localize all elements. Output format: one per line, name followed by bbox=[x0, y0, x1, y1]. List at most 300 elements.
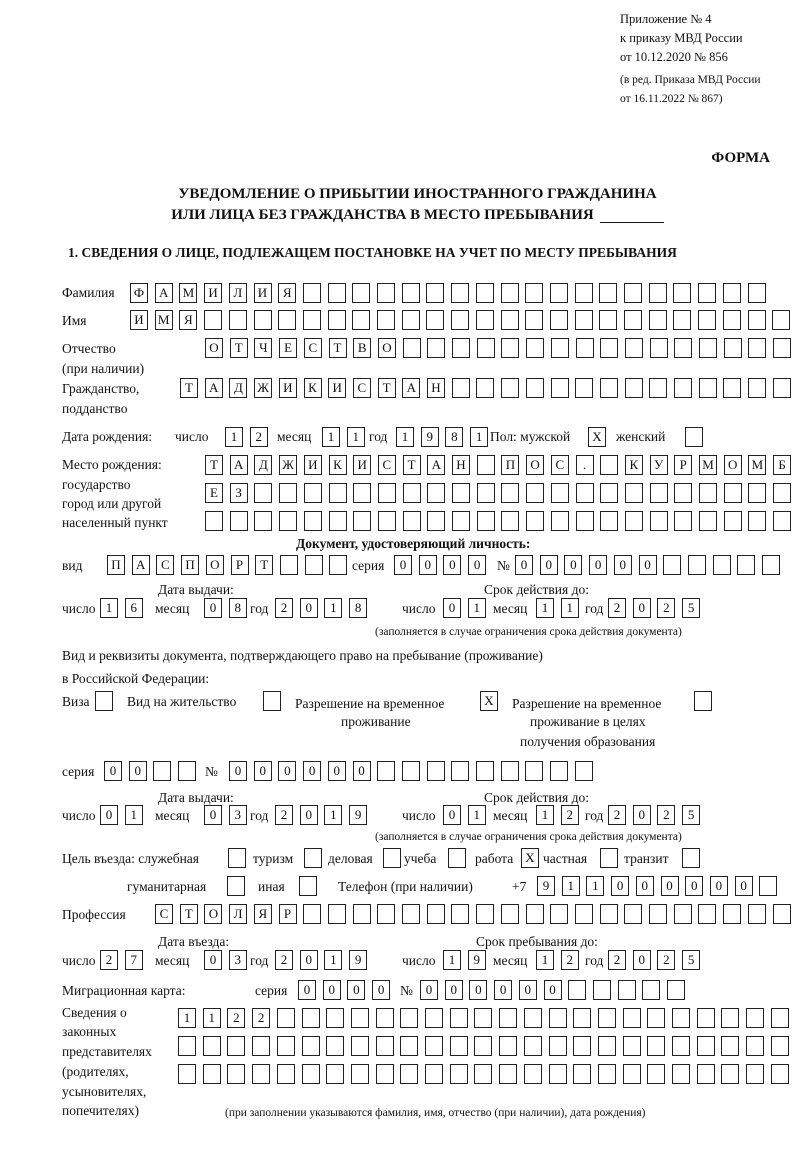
character-cell[interactable]: У bbox=[650, 455, 668, 475]
character-cell[interactable] bbox=[737, 555, 755, 575]
character-cell[interactable] bbox=[476, 310, 494, 330]
character-cell[interactable] bbox=[227, 1036, 245, 1056]
character-cell[interactable] bbox=[452, 483, 470, 503]
character-cell[interactable]: 6 bbox=[125, 598, 143, 618]
character-cell[interactable] bbox=[748, 483, 766, 503]
character-cell[interactable] bbox=[450, 1036, 468, 1056]
character-cell[interactable]: 0 bbox=[300, 598, 318, 618]
character-cell[interactable] bbox=[773, 904, 791, 924]
character-cell[interactable]: 1 bbox=[324, 950, 342, 970]
character-cell[interactable] bbox=[305, 555, 323, 575]
character-cell[interactable]: И bbox=[304, 455, 322, 475]
character-cell[interactable]: 0 bbox=[347, 980, 365, 1000]
character-cell[interactable] bbox=[351, 1036, 369, 1056]
character-cell[interactable] bbox=[576, 338, 594, 358]
character-cell[interactable] bbox=[178, 1064, 196, 1084]
character-cell[interactable] bbox=[376, 1036, 394, 1056]
character-cell[interactable] bbox=[426, 283, 444, 303]
character-cell[interactable] bbox=[329, 555, 347, 575]
checkbox[interactable]: X bbox=[588, 427, 606, 447]
character-cell[interactable]: 0 bbox=[353, 761, 371, 781]
character-cell[interactable] bbox=[618, 980, 636, 1000]
character-cell[interactable] bbox=[699, 511, 717, 531]
character-cell[interactable]: 2 bbox=[275, 598, 293, 618]
character-cell[interactable]: П bbox=[501, 455, 519, 475]
character-cell[interactable] bbox=[526, 483, 544, 503]
character-cell[interactable] bbox=[326, 1036, 344, 1056]
character-cell[interactable] bbox=[672, 1064, 690, 1084]
character-cell[interactable]: 0 bbox=[298, 980, 316, 1000]
character-cell[interactable] bbox=[477, 338, 495, 358]
character-cell[interactable] bbox=[501, 511, 519, 531]
character-cell[interactable]: 0 bbox=[372, 980, 390, 1000]
character-cell[interactable] bbox=[647, 1036, 665, 1056]
character-cell[interactable] bbox=[402, 761, 420, 781]
character-cell[interactable] bbox=[403, 483, 421, 503]
character-cell[interactable] bbox=[748, 283, 766, 303]
character-cell[interactable] bbox=[501, 483, 519, 503]
character-cell[interactable]: 2 bbox=[561, 950, 579, 970]
character-cell[interactable] bbox=[277, 1008, 295, 1028]
character-cell[interactable] bbox=[600, 378, 618, 398]
character-cell[interactable] bbox=[376, 1064, 394, 1084]
character-cell[interactable] bbox=[499, 1064, 517, 1084]
character-cell[interactable]: О bbox=[205, 338, 223, 358]
checkbox[interactable] bbox=[304, 848, 322, 868]
character-cell[interactable]: 0 bbox=[544, 980, 562, 1000]
character-cell[interactable] bbox=[697, 1064, 715, 1084]
character-cell[interactable] bbox=[625, 338, 643, 358]
character-cell[interactable] bbox=[451, 761, 469, 781]
character-cell[interactable] bbox=[252, 1064, 270, 1084]
character-cell[interactable] bbox=[649, 310, 667, 330]
character-cell[interactable]: Р bbox=[231, 555, 249, 575]
character-cell[interactable]: 1 bbox=[562, 876, 580, 896]
character-cell[interactable] bbox=[575, 310, 593, 330]
character-cell[interactable] bbox=[402, 283, 420, 303]
character-cell[interactable] bbox=[227, 1064, 245, 1084]
character-cell[interactable] bbox=[688, 555, 706, 575]
character-cell[interactable]: 5 bbox=[682, 598, 700, 618]
character-cell[interactable] bbox=[673, 310, 691, 330]
character-cell[interactable]: 2 bbox=[275, 805, 293, 825]
character-cell[interactable]: 0 bbox=[300, 805, 318, 825]
character-cell[interactable]: 0 bbox=[100, 805, 118, 825]
character-cell[interactable] bbox=[600, 904, 618, 924]
character-cell[interactable] bbox=[254, 483, 272, 503]
character-cell[interactable] bbox=[642, 980, 660, 1000]
character-cell[interactable]: 9 bbox=[421, 427, 439, 447]
character-cell[interactable] bbox=[698, 904, 716, 924]
character-cell[interactable] bbox=[650, 338, 668, 358]
character-cell[interactable] bbox=[624, 904, 642, 924]
character-cell[interactable] bbox=[550, 310, 568, 330]
character-cell[interactable]: 0 bbox=[303, 761, 321, 781]
character-cell[interactable]: 1 bbox=[536, 950, 554, 970]
character-cell[interactable] bbox=[697, 1008, 715, 1028]
character-cell[interactable] bbox=[748, 338, 766, 358]
character-cell[interactable] bbox=[279, 483, 297, 503]
character-cell[interactable] bbox=[326, 1064, 344, 1084]
character-cell[interactable] bbox=[771, 1064, 789, 1084]
character-cell[interactable] bbox=[277, 1064, 295, 1084]
character-cell[interactable]: С bbox=[304, 338, 322, 358]
character-cell[interactable] bbox=[599, 310, 617, 330]
character-cell[interactable] bbox=[549, 1064, 567, 1084]
character-cell[interactable] bbox=[328, 310, 346, 330]
character-cell[interactable] bbox=[624, 310, 642, 330]
character-cell[interactable]: М bbox=[179, 283, 197, 303]
character-cell[interactable] bbox=[450, 1008, 468, 1028]
character-cell[interactable]: 0 bbox=[443, 805, 461, 825]
character-cell[interactable] bbox=[773, 483, 791, 503]
character-cell[interactable]: 2 bbox=[657, 950, 675, 970]
character-cell[interactable]: О bbox=[206, 555, 224, 575]
character-cell[interactable] bbox=[723, 904, 741, 924]
character-cell[interactable] bbox=[647, 1064, 665, 1084]
character-cell[interactable]: С bbox=[378, 455, 396, 475]
character-cell[interactable] bbox=[353, 904, 371, 924]
character-cell[interactable] bbox=[352, 310, 370, 330]
character-cell[interactable]: 0 bbox=[685, 876, 703, 896]
character-cell[interactable]: П bbox=[107, 555, 125, 575]
character-cell[interactable] bbox=[746, 1064, 764, 1084]
character-cell[interactable] bbox=[451, 904, 469, 924]
character-cell[interactable] bbox=[427, 761, 445, 781]
character-cell[interactable] bbox=[598, 1008, 616, 1028]
character-cell[interactable] bbox=[650, 511, 668, 531]
character-cell[interactable] bbox=[353, 483, 371, 503]
character-cell[interactable]: Д bbox=[229, 378, 247, 398]
character-cell[interactable]: 0 bbox=[540, 555, 558, 575]
character-cell[interactable] bbox=[576, 511, 594, 531]
character-cell[interactable]: С bbox=[551, 455, 569, 475]
character-cell[interactable]: 9 bbox=[349, 805, 367, 825]
character-cell[interactable] bbox=[762, 555, 780, 575]
character-cell[interactable]: 1 bbox=[443, 950, 461, 970]
character-cell[interactable] bbox=[178, 761, 196, 781]
character-cell[interactable] bbox=[600, 455, 618, 475]
character-cell[interactable] bbox=[674, 378, 692, 398]
character-cell[interactable]: И bbox=[130, 310, 148, 330]
character-cell[interactable] bbox=[721, 1036, 739, 1056]
character-cell[interactable] bbox=[203, 1036, 221, 1056]
character-cell[interactable] bbox=[304, 511, 322, 531]
character-cell[interactable]: Т bbox=[403, 455, 421, 475]
character-cell[interactable] bbox=[575, 761, 593, 781]
character-cell[interactable]: 1 bbox=[586, 876, 604, 896]
character-cell[interactable] bbox=[452, 511, 470, 531]
character-cell[interactable] bbox=[278, 310, 296, 330]
character-cell[interactable]: 1 bbox=[470, 427, 488, 447]
character-cell[interactable]: Р bbox=[674, 455, 692, 475]
character-cell[interactable] bbox=[550, 283, 568, 303]
character-cell[interactable]: 1 bbox=[324, 805, 342, 825]
character-cell[interactable]: 2 bbox=[100, 950, 118, 970]
character-cell[interactable] bbox=[748, 378, 766, 398]
character-cell[interactable]: О bbox=[724, 455, 742, 475]
character-cell[interactable] bbox=[773, 378, 791, 398]
character-cell[interactable]: 5 bbox=[682, 805, 700, 825]
character-cell[interactable] bbox=[699, 378, 717, 398]
character-cell[interactable]: 2 bbox=[657, 805, 675, 825]
character-cell[interactable]: 1 bbox=[125, 805, 143, 825]
character-cell[interactable] bbox=[647, 1008, 665, 1028]
character-cell[interactable]: 0 bbox=[104, 761, 122, 781]
character-cell[interactable] bbox=[525, 283, 543, 303]
character-cell[interactable]: 1 bbox=[536, 598, 554, 618]
character-cell[interactable] bbox=[329, 483, 347, 503]
character-cell[interactable] bbox=[721, 1008, 739, 1028]
character-cell[interactable]: Ф bbox=[130, 283, 148, 303]
character-cell[interactable] bbox=[699, 483, 717, 503]
character-cell[interactable] bbox=[501, 378, 519, 398]
character-cell[interactable] bbox=[524, 1064, 542, 1084]
character-cell[interactable]: 1 bbox=[203, 1008, 221, 1028]
character-cell[interactable]: 0 bbox=[204, 598, 222, 618]
character-cell[interactable]: 5 bbox=[682, 950, 700, 970]
character-cell[interactable] bbox=[302, 1036, 320, 1056]
character-cell[interactable] bbox=[153, 761, 171, 781]
character-cell[interactable] bbox=[526, 511, 544, 531]
character-cell[interactable] bbox=[400, 1036, 418, 1056]
character-cell[interactable] bbox=[663, 555, 681, 575]
character-cell[interactable] bbox=[600, 511, 618, 531]
character-cell[interactable] bbox=[452, 378, 470, 398]
character-cell[interactable] bbox=[568, 980, 586, 1000]
character-cell[interactable] bbox=[667, 980, 685, 1000]
character-cell[interactable] bbox=[526, 904, 544, 924]
character-cell[interactable] bbox=[575, 904, 593, 924]
character-cell[interactable]: 1 bbox=[100, 598, 118, 618]
character-cell[interactable]: А bbox=[427, 455, 445, 475]
character-cell[interactable] bbox=[672, 1008, 690, 1028]
character-cell[interactable] bbox=[674, 904, 692, 924]
character-cell[interactable]: Е bbox=[205, 483, 223, 503]
character-cell[interactable] bbox=[724, 511, 742, 531]
character-cell[interactable] bbox=[524, 1036, 542, 1056]
character-cell[interactable] bbox=[303, 283, 321, 303]
character-cell[interactable]: 8 bbox=[445, 427, 463, 447]
character-cell[interactable]: 0 bbox=[661, 876, 679, 896]
character-cell[interactable]: Л bbox=[229, 283, 247, 303]
character-cell[interactable] bbox=[598, 1064, 616, 1084]
character-cell[interactable] bbox=[698, 310, 716, 330]
character-cell[interactable] bbox=[378, 511, 396, 531]
character-cell[interactable]: Я bbox=[278, 283, 296, 303]
character-cell[interactable]: Л bbox=[229, 904, 247, 924]
character-cell[interactable] bbox=[477, 511, 495, 531]
character-cell[interactable] bbox=[476, 378, 494, 398]
character-cell[interactable] bbox=[748, 511, 766, 531]
character-cell[interactable] bbox=[526, 338, 544, 358]
character-cell[interactable] bbox=[427, 904, 445, 924]
character-cell[interactable] bbox=[625, 378, 643, 398]
character-cell[interactable] bbox=[723, 378, 741, 398]
character-cell[interactable] bbox=[451, 310, 469, 330]
character-cell[interactable]: 0 bbox=[394, 555, 412, 575]
character-cell[interactable] bbox=[426, 310, 444, 330]
checkbox[interactable] bbox=[228, 848, 246, 868]
character-cell[interactable] bbox=[525, 310, 543, 330]
character-cell[interactable]: 0 bbox=[633, 805, 651, 825]
character-cell[interactable] bbox=[302, 1008, 320, 1028]
character-cell[interactable] bbox=[474, 1064, 492, 1084]
character-cell[interactable]: О bbox=[526, 455, 544, 475]
checkbox[interactable]: X bbox=[521, 848, 539, 868]
character-cell[interactable] bbox=[403, 338, 421, 358]
character-cell[interactable]: 0 bbox=[468, 555, 486, 575]
checkbox[interactable] bbox=[383, 848, 401, 868]
character-cell[interactable] bbox=[427, 511, 445, 531]
checkbox[interactable]: X bbox=[480, 691, 498, 711]
character-cell[interactable] bbox=[773, 338, 791, 358]
character-cell[interactable] bbox=[674, 483, 692, 503]
character-cell[interactable] bbox=[746, 1008, 764, 1028]
character-cell[interactable]: О bbox=[378, 338, 396, 358]
character-cell[interactable] bbox=[400, 1008, 418, 1028]
character-cell[interactable]: 9 bbox=[468, 950, 486, 970]
character-cell[interactable]: Н bbox=[427, 378, 445, 398]
character-cell[interactable]: И bbox=[328, 378, 346, 398]
character-cell[interactable] bbox=[303, 904, 321, 924]
character-cell[interactable] bbox=[723, 310, 741, 330]
character-cell[interactable] bbox=[600, 483, 618, 503]
character-cell[interactable]: 0 bbox=[710, 876, 728, 896]
character-cell[interactable] bbox=[476, 904, 494, 924]
character-cell[interactable]: 2 bbox=[608, 598, 626, 618]
character-cell[interactable]: А bbox=[230, 455, 248, 475]
character-cell[interactable] bbox=[427, 338, 445, 358]
character-cell[interactable]: 0 bbox=[419, 555, 437, 575]
checkbox[interactable] bbox=[694, 691, 712, 711]
character-cell[interactable] bbox=[377, 761, 395, 781]
character-cell[interactable]: Д bbox=[254, 455, 272, 475]
character-cell[interactable]: 8 bbox=[349, 598, 367, 618]
character-cell[interactable] bbox=[377, 310, 395, 330]
character-cell[interactable]: Ж bbox=[254, 378, 272, 398]
character-cell[interactable]: 2 bbox=[657, 598, 675, 618]
character-cell[interactable]: Ч bbox=[254, 338, 272, 358]
character-cell[interactable] bbox=[352, 283, 370, 303]
character-cell[interactable] bbox=[501, 283, 519, 303]
character-cell[interactable]: 9 bbox=[349, 950, 367, 970]
character-cell[interactable]: 1 bbox=[324, 598, 342, 618]
character-cell[interactable]: П bbox=[181, 555, 199, 575]
character-cell[interactable]: 0 bbox=[443, 598, 461, 618]
checkbox[interactable] bbox=[227, 876, 245, 896]
character-cell[interactable]: З bbox=[230, 483, 248, 503]
character-cell[interactable] bbox=[254, 511, 272, 531]
character-cell[interactable] bbox=[746, 1036, 764, 1056]
character-cell[interactable] bbox=[328, 283, 346, 303]
character-cell[interactable] bbox=[551, 338, 569, 358]
character-cell[interactable] bbox=[477, 455, 495, 475]
character-cell[interactable] bbox=[403, 511, 421, 531]
character-cell[interactable] bbox=[625, 511, 643, 531]
character-cell[interactable] bbox=[229, 310, 247, 330]
character-cell[interactable]: 0 bbox=[633, 598, 651, 618]
character-cell[interactable]: 0 bbox=[278, 761, 296, 781]
character-cell[interactable] bbox=[203, 1064, 221, 1084]
character-cell[interactable] bbox=[724, 338, 742, 358]
character-cell[interactable]: 0 bbox=[129, 761, 147, 781]
character-cell[interactable]: 0 bbox=[639, 555, 657, 575]
character-cell[interactable] bbox=[721, 1064, 739, 1084]
character-cell[interactable] bbox=[625, 483, 643, 503]
character-cell[interactable] bbox=[575, 283, 593, 303]
character-cell[interactable] bbox=[649, 283, 667, 303]
character-cell[interactable]: 3 bbox=[229, 950, 247, 970]
character-cell[interactable] bbox=[593, 980, 611, 1000]
character-cell[interactable] bbox=[550, 761, 568, 781]
character-cell[interactable] bbox=[477, 483, 495, 503]
character-cell[interactable] bbox=[474, 1008, 492, 1028]
character-cell[interactable] bbox=[524, 1008, 542, 1028]
character-cell[interactable]: К bbox=[625, 455, 643, 475]
character-cell[interactable]: Б bbox=[773, 455, 791, 475]
character-cell[interactable] bbox=[230, 511, 248, 531]
character-cell[interactable]: 0 bbox=[614, 555, 632, 575]
checkbox[interactable] bbox=[263, 691, 281, 711]
character-cell[interactable]: . bbox=[576, 455, 594, 475]
character-cell[interactable] bbox=[624, 283, 642, 303]
character-cell[interactable]: 0 bbox=[633, 950, 651, 970]
character-cell[interactable]: И bbox=[279, 378, 297, 398]
character-cell[interactable]: В bbox=[353, 338, 371, 358]
character-cell[interactable]: 0 bbox=[254, 761, 272, 781]
character-cell[interactable] bbox=[773, 511, 791, 531]
character-cell[interactable]: 1 bbox=[347, 427, 365, 447]
character-cell[interactable]: 0 bbox=[323, 980, 341, 1000]
character-cell[interactable] bbox=[476, 761, 494, 781]
character-cell[interactable]: Я bbox=[254, 904, 272, 924]
character-cell[interactable]: 0 bbox=[636, 876, 654, 896]
character-cell[interactable]: Т bbox=[230, 338, 248, 358]
character-cell[interactable] bbox=[576, 483, 594, 503]
character-cell[interactable] bbox=[204, 310, 222, 330]
character-cell[interactable]: Е bbox=[279, 338, 297, 358]
character-cell[interactable]: С bbox=[155, 904, 173, 924]
character-cell[interactable] bbox=[525, 761, 543, 781]
character-cell[interactable] bbox=[573, 1008, 591, 1028]
character-cell[interactable] bbox=[598, 1036, 616, 1056]
character-cell[interactable] bbox=[474, 1036, 492, 1056]
checkbox[interactable] bbox=[299, 876, 317, 896]
character-cell[interactable]: 7 bbox=[125, 950, 143, 970]
character-cell[interactable]: К bbox=[304, 378, 322, 398]
character-cell[interactable]: Р bbox=[279, 904, 297, 924]
character-cell[interactable]: Я bbox=[179, 310, 197, 330]
character-cell[interactable] bbox=[425, 1008, 443, 1028]
character-cell[interactable]: 0 bbox=[469, 980, 487, 1000]
character-cell[interactable] bbox=[476, 283, 494, 303]
checkbox[interactable] bbox=[448, 848, 466, 868]
character-cell[interactable] bbox=[499, 1008, 517, 1028]
character-cell[interactable]: 3 bbox=[229, 805, 247, 825]
character-cell[interactable]: 1 bbox=[536, 805, 554, 825]
character-cell[interactable]: 2 bbox=[275, 950, 293, 970]
character-cell[interactable]: А bbox=[132, 555, 150, 575]
character-cell[interactable] bbox=[400, 1064, 418, 1084]
character-cell[interactable]: 8 bbox=[229, 598, 247, 618]
character-cell[interactable]: 2 bbox=[252, 1008, 270, 1028]
character-cell[interactable] bbox=[674, 511, 692, 531]
character-cell[interactable] bbox=[378, 483, 396, 503]
character-cell[interactable] bbox=[526, 378, 544, 398]
character-cell[interactable]: А bbox=[205, 378, 223, 398]
character-cell[interactable] bbox=[549, 1008, 567, 1028]
